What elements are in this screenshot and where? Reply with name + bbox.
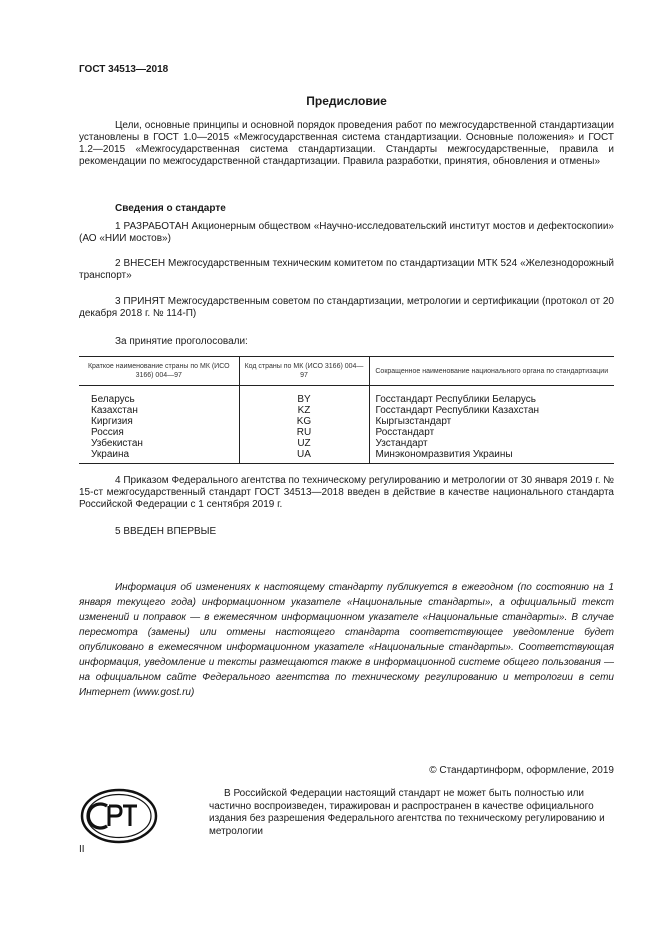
info-item-4-text: 4 Приказом Федерального агентства по техническому регулированию и метрологии от 30 января 2019 г. № 15-ст межгосударственный стандарт ГОСТ 34513—2018 введен в действие в качестве национального стандарта Российской Федерации с 1 сентября 2019 г. — [79, 475, 614, 510]
code-cell: KG — [239, 416, 369, 427]
code-cell: KZ — [239, 405, 369, 416]
table-row — [79, 449, 614, 464]
legal-notice-text: В Российской Федерации настоящий стандарт не может быть полностью или частично воспроизведен, тиражирован и распространен в качестве официального издания без разрешения Федерального агентства по техническому регулированию и метрологии — [209, 788, 605, 837]
header-code: Код страны по МК (ИСО 3166) 004—97 — [239, 357, 369, 386]
info-title: Сведения о стандарте — [115, 203, 226, 214]
org-cell: Кыргызстандарт — [369, 416, 614, 427]
table-row — [79, 427, 614, 438]
country-cell: Россия — [91, 427, 124, 438]
code-cell: RU — [239, 427, 369, 438]
info-item-3-text: 3 ПРИНЯТ Межгосударственным советом по стандартизации, метрологии и сертификации (протокол от 20 декабря 2018 г. № 114-П) — [79, 296, 614, 319]
country-cell: Узбекистан — [91, 438, 143, 449]
header-org: Сокращенное наименование национального органа по стандартизации — [369, 357, 614, 386]
voted-intro: За принятие проголосовали: — [115, 336, 248, 347]
copyright: © Стандартинформ, оформление, 2019 — [429, 765, 614, 776]
votes-table — [79, 356, 614, 464]
country-cell: Беларусь — [91, 394, 135, 405]
info-item-3 — [79, 296, 614, 320]
table-row — [79, 405, 614, 416]
header-country: Краткое наименование страны по МК (ИСО 3166) 004—97 — [79, 357, 239, 386]
info-item-2 — [79, 258, 614, 282]
document-code: ГОСТ 34513—2018 — [79, 64, 169, 75]
org-cell: Узстандарт — [369, 438, 614, 449]
pct-seal-icon — [80, 788, 158, 844]
legal-notice — [209, 788, 615, 838]
info-item-5: 5 ВВЕДЕН ВПЕРВЫЕ — [115, 526, 217, 537]
info-item-1 — [79, 221, 614, 245]
page-number: II — [79, 844, 85, 855]
preface-text: Цели, основные принципы и основной порядок проведения работ по межгосударственной стандартизации установлены в ГОСТ 1.0—2015 «Межгосударственная система стандартизации. Основные положения» и ГОСТ 1.2—2015 «Межгосударственная система стандартизации. Стандарты межгосударственные, правила и рекомендации по межгосударственной стандартизации. Правила разработки, принятия, обновления и отмены» — [79, 120, 614, 167]
info-item-4 — [79, 475, 614, 511]
preface-title: Предисловие — [306, 94, 387, 108]
country-cell: Киргизия — [91, 416, 133, 427]
country-cell: Украина — [79, 449, 239, 464]
code-cell: BY — [239, 386, 369, 406]
info-item-1-text: 1 РАЗРАБОТАН Акционерным обществом «Научно-исследовательский институт мостов и дефектоскопии» (АО «НИИ мостов») — [79, 221, 614, 244]
change-notice-text: Информация об изменениях к настоящему стандарту публикуется в ежегодном (по состоянию на 1 января текущего года) информационном указателе «Национальные стандарты», а официальный текст изменений и поправок — в ежемесячном информационном указателе «Национальные стандарты». В случае пересмотра (замены) или отмены настоящего стандарта соответствующее уведомление будет опубликовано в ежемесячном информационном указателе «Национальные стандарты». Соответствующая информация, уведомление и тексты размещаются также в информационной системе общего пользования — на официальном сайте Федерального агентства по техническому регулированию и метрологии в сети Интернет (www.gost.ru) — [79, 582, 614, 698]
code-cell: UA — [239, 449, 369, 464]
gost-r-logo — [80, 788, 158, 849]
table-row — [79, 386, 614, 406]
table-row — [79, 438, 614, 449]
org-cell: Госстандарт Республики Беларусь — [369, 386, 614, 406]
preface-paragraph — [79, 120, 614, 168]
country-cell: Казахстан — [91, 405, 138, 416]
change-notice — [79, 580, 614, 700]
org-cell: Минэкономразвития Украины — [369, 449, 614, 464]
org-cell: Госстандарт Республики Казахстан — [369, 405, 614, 416]
votes-table-header — [79, 357, 614, 386]
info-item-2-text: 2 ВНЕСЕН Межгосударственным техническим комитетом по стандартизации МТК 524 «Железнодорожный транспорт» — [79, 258, 614, 281]
code-cell: UZ — [239, 438, 369, 449]
org-cell: Росстандарт — [369, 427, 614, 438]
table-row — [79, 416, 614, 427]
